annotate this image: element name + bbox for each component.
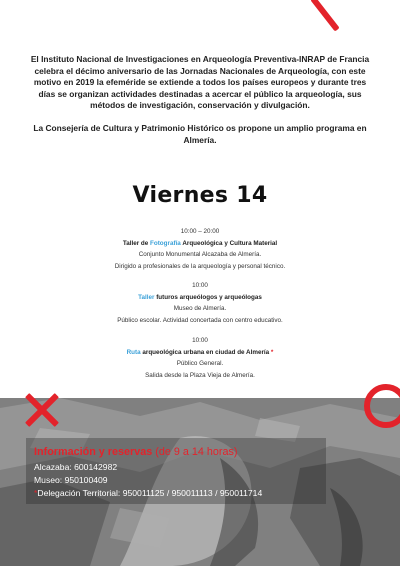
event-title-post: Arqueológica y Cultura Material (180, 239, 278, 247)
event-title (40, 347, 360, 359)
event-audience: Público General. (176, 360, 224, 367)
red-ring-icon (364, 384, 400, 428)
info-delegacion-phones (34, 488, 262, 498)
info-museo-phone: Museo: 950100409 (34, 475, 108, 485)
event-time: 10:00 (192, 337, 208, 344)
event-title-post: arqueológica urbana en ciudad de Almería (140, 348, 270, 356)
event-title-post: futuros arqueólogos y arqueólogas (154, 293, 262, 301)
intro-paragraph-1: El Instituto Nacional de Investigaciones en Arqueología Preventiva-INRAP de Francia celebra el décimo aniversario de las Jornadas Nacionales de Arqueología, con este motivo en 2019 la efeméride se extiende a todos los países europeos y durante tres días se organizan actividades destinadas a acercar el público la arqueología, sus métodos de investigación, conservación y divulgación. (30, 54, 370, 111)
event-1 (40, 226, 360, 272)
event-title-highlight: Ruta (126, 348, 141, 356)
red-slash-icon (310, 0, 339, 32)
event-2 (40, 280, 360, 326)
event-title-highlight: Taller (138, 293, 155, 301)
event-title-highlight: Fotografía (150, 239, 181, 247)
event-title-star: * (269, 348, 274, 356)
event-venue: Museo de Almería. (173, 305, 227, 312)
info-alcazaba-phone: Alcazaba: 600142982 (34, 462, 118, 472)
event-audience: Dirigido a profesionales de la arqueología y personal técnico. (114, 262, 286, 270)
event-title-pre: Taller de (122, 239, 151, 247)
day-heading: Viernes 14 (132, 183, 268, 208)
event-title (40, 238, 360, 250)
event-title (40, 292, 360, 304)
event-meeting-point: Salida desde la Plaza Vieja de Almería. (145, 371, 255, 379)
event-time: 10:00 – 20:00 (180, 228, 220, 235)
intro-text (30, 54, 370, 146)
info-title (34, 446, 237, 458)
info-title-strong: Información y reservas (34, 446, 153, 458)
event-venue: Conjunto Monumental Alcazaba de Almería. (138, 251, 262, 258)
intro-paragraph-2: La Consejería de Cultura y Patrimonio Histórico os propone un amplio programa en Almería. (33, 122, 367, 145)
red-x-icon (24, 392, 60, 428)
event-time: 10:00 (192, 282, 208, 289)
info-delegacion-text: Delegación Territorial: 950011125 / 950011113 / 950011714 (37, 488, 263, 498)
event-3 (40, 335, 360, 381)
info-title-rest: (de 9 a 14 horas) (152, 446, 238, 458)
event-audience: Público escolar. Actividad concertada con centro educativo. (117, 316, 283, 324)
info-delegacion-star: * (34, 488, 38, 498)
